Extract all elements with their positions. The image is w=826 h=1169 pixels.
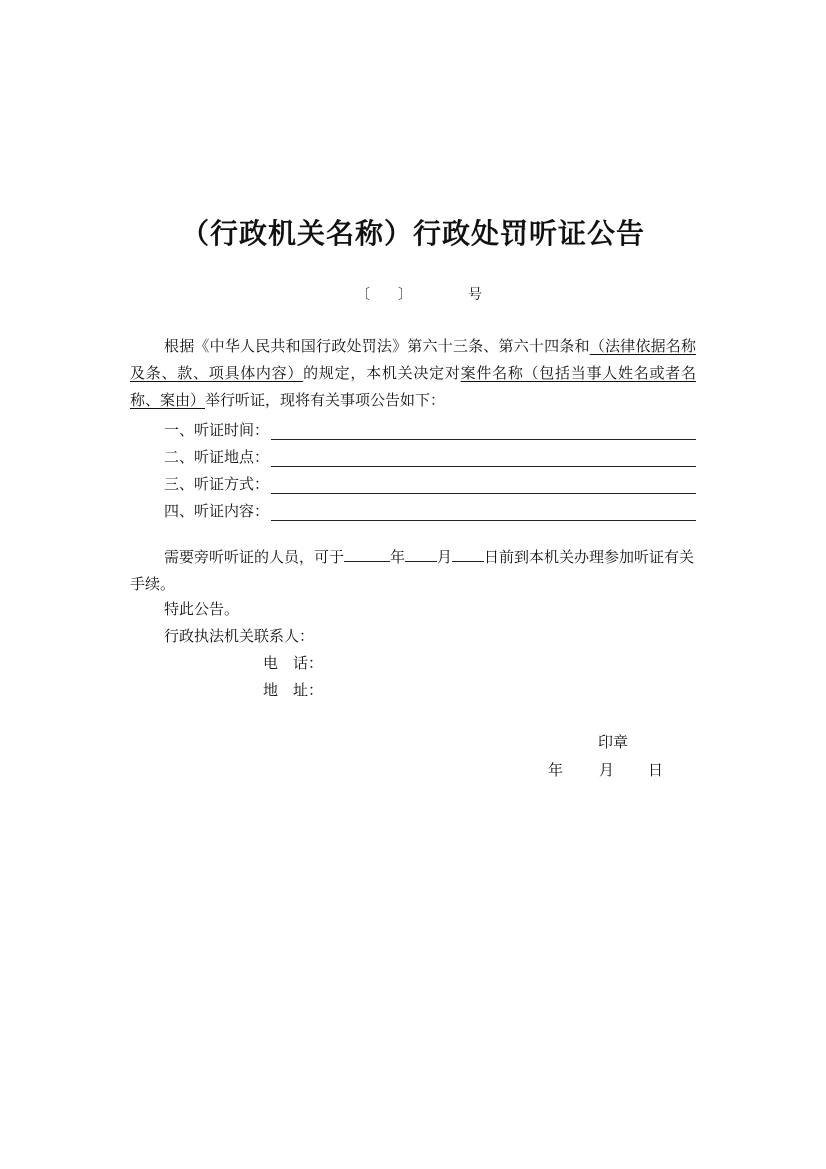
intro-text-2: 的规定，本机关决定对: [303, 364, 461, 382]
hearing-method-row: [164, 468, 696, 494]
document-number-suffix: 号: [468, 287, 482, 303]
year-blank: [344, 545, 390, 562]
document-number-bracket: 〔 〕: [356, 287, 412, 303]
legal-basis-placeholder: （法律依据名称及条、款、项具体内容）: [130, 337, 696, 382]
contact-address-label: 地 址：: [263, 681, 324, 699]
hearing-method-field: [271, 473, 696, 494]
intro-paragraph: [130, 333, 696, 414]
month-blank: [405, 545, 437, 562]
hearing-content-field: [271, 500, 696, 521]
day-blank: [452, 545, 484, 562]
attendance-month: 月: [437, 548, 453, 566]
document-number: [356, 284, 482, 304]
seal-label: 印章: [598, 733, 629, 751]
hearing-place-field: [271, 446, 696, 467]
hearing-time-field: [271, 419, 696, 440]
hearing-time-label: 一、听证时间：: [164, 421, 270, 439]
hearing-method-label: 三、听证方式：: [164, 475, 270, 493]
case-name-placeholder: 案件名称（包括当事人姓名或者名称、案由）: [130, 364, 696, 409]
date-day: 日: [648, 761, 664, 779]
hearing-time-row: [164, 414, 696, 440]
intro-text-1: 根据《中华人民共和国行政处罚法》第六十三条、第六十四条和: [164, 337, 590, 355]
attendance-text-1: 需要旁听听证的人员，可于: [164, 548, 345, 566]
hearing-content-row: [164, 495, 696, 521]
date-year: 年: [548, 761, 564, 779]
hearing-place-row: [164, 441, 696, 467]
intro-text-3: 举行听证，现将有关事项公告如下：: [205, 391, 446, 409]
page-title: （行政机关名称）行政处罚听证公告: [180, 217, 645, 250]
attendance-paragraph: [130, 544, 696, 598]
date-line: [548, 759, 663, 780]
attendance-text-2: 日前到本机关办理参加听证有关手续。: [130, 548, 695, 593]
attendance-year: 年: [390, 548, 406, 566]
date-month: 月: [599, 761, 615, 779]
closing-text: 特此公告。: [164, 600, 240, 618]
hearing-place-label: 二、听证地点：: [164, 448, 270, 466]
hearing-content-label: 四、听证内容：: [164, 502, 270, 520]
contact-person-label: 行政执法机关联系人：: [164, 627, 315, 645]
contact-phone-label: 电 话：: [263, 654, 324, 672]
